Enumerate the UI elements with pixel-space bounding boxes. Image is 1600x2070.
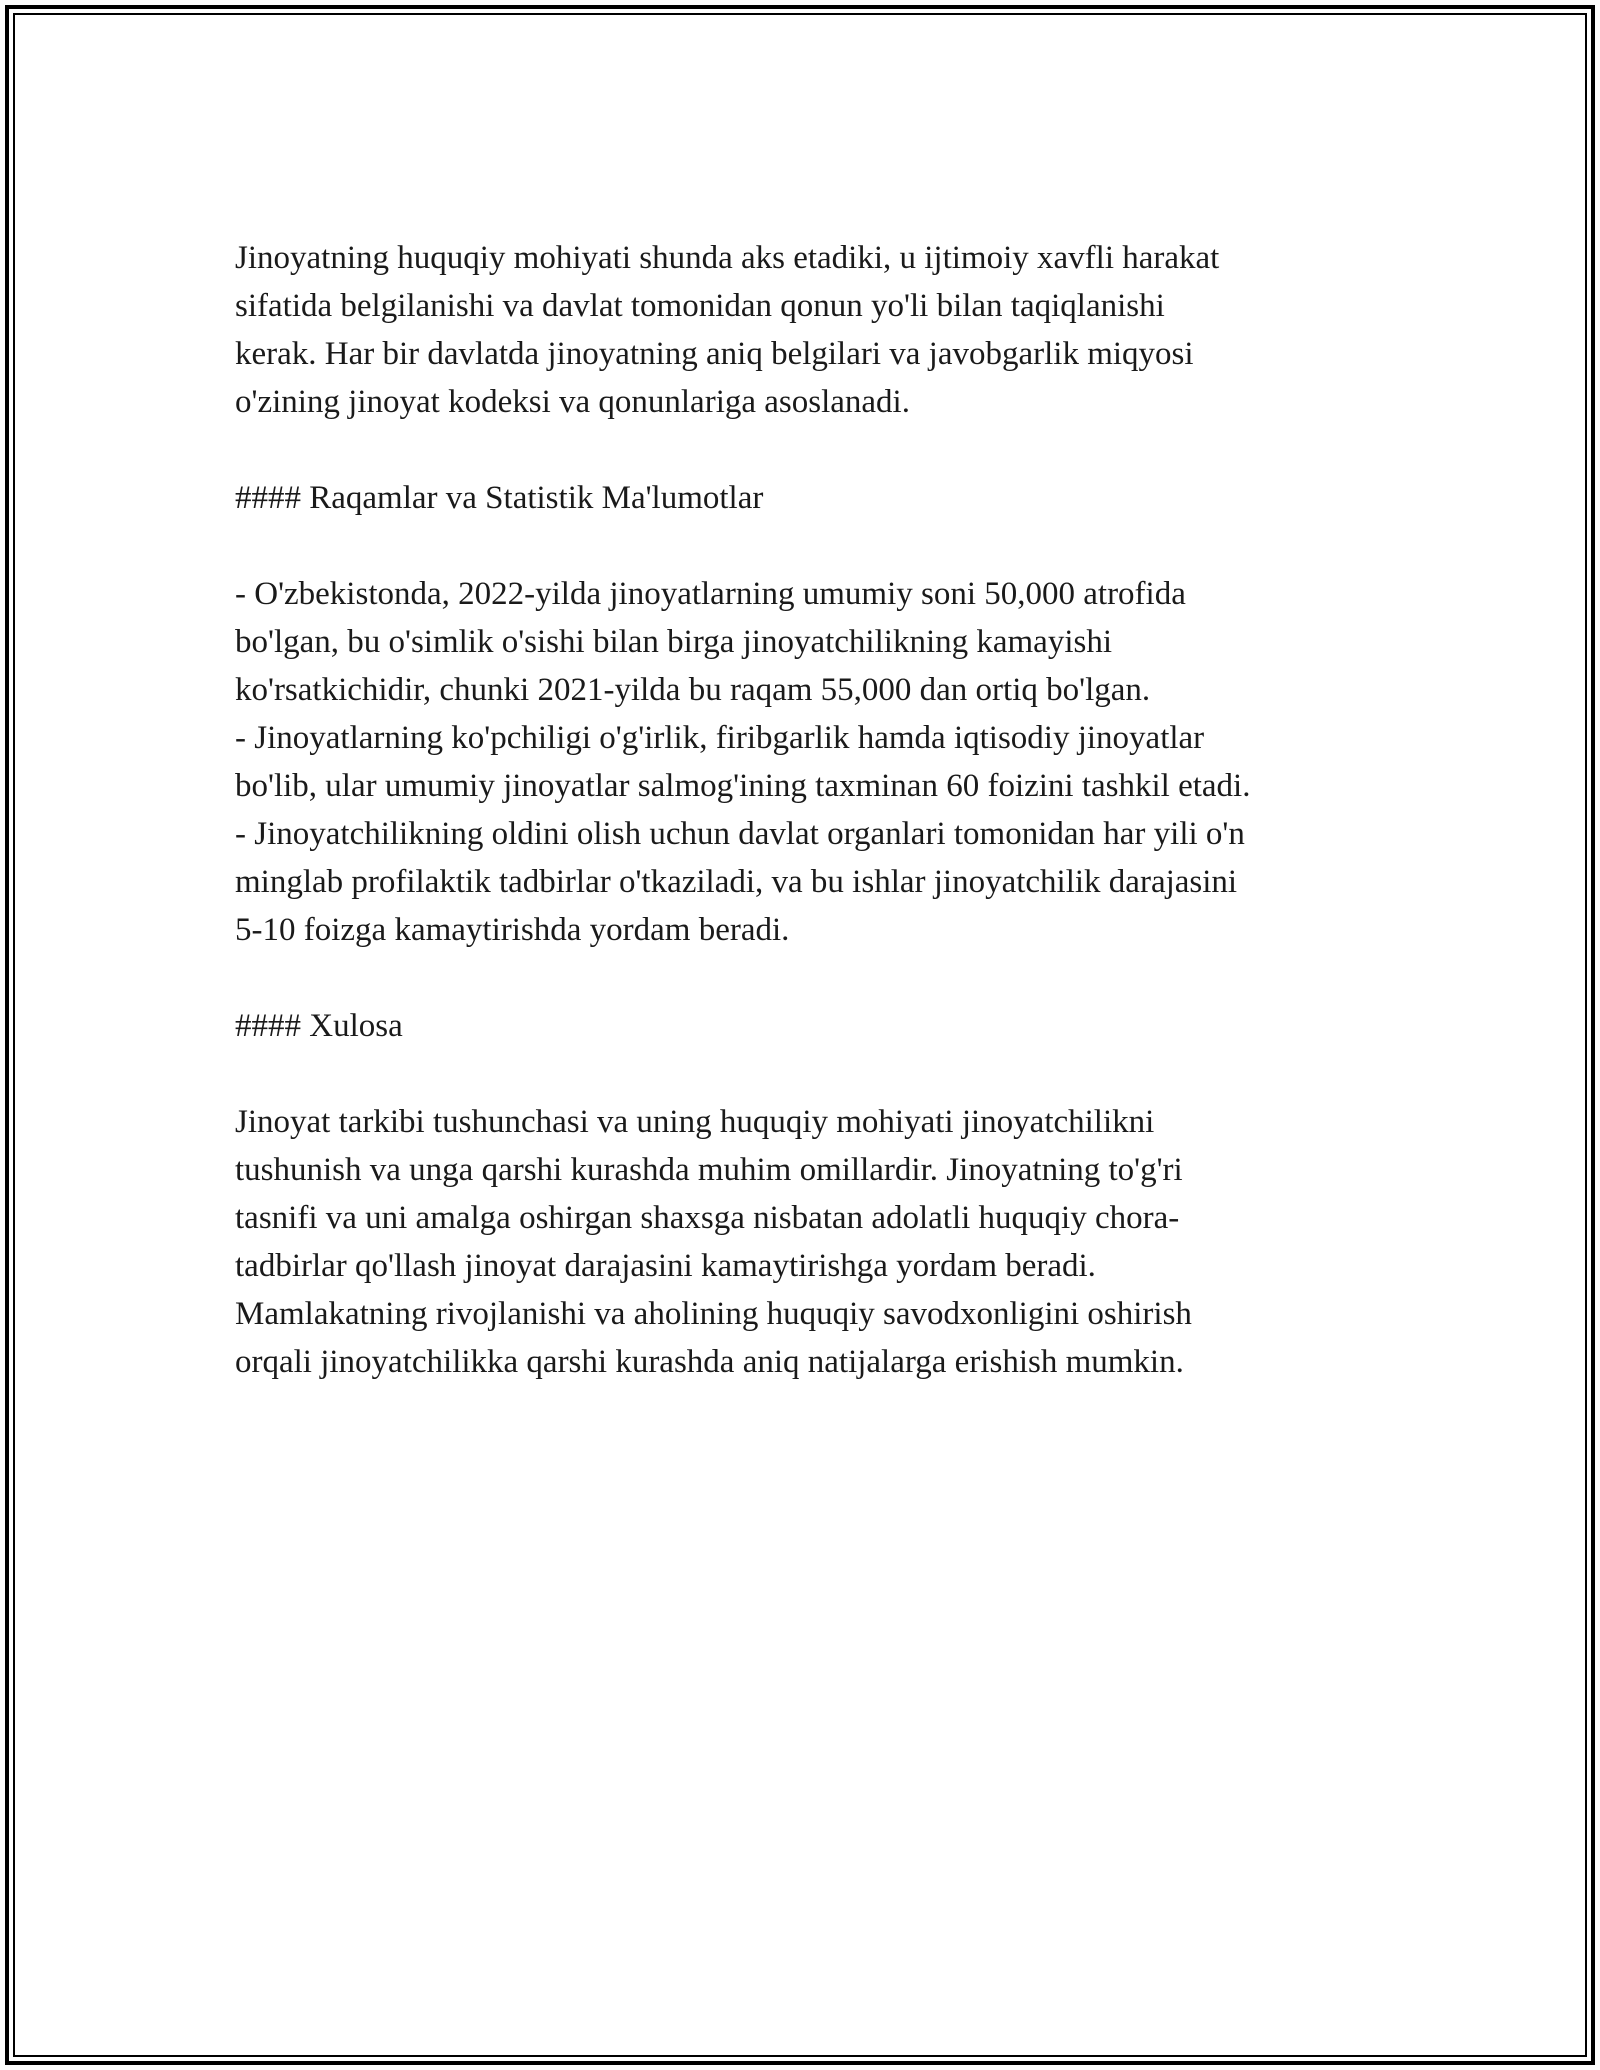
list-item: - Jinoyatchilikning oldini olish uchun davlat organlari tomonidan har yili o'n xyxy=(235,816,1245,852)
text-line: tasnifi va uni amalga oshirgan shaxsga nisbatan adolatli huquqiy chora- xyxy=(235,1200,1180,1236)
list-item: - O'zbekistonda, 2022-yilda jinoyatlarning umumiy soni 50,000 atrofida xyxy=(235,576,1186,612)
text-line: tadbirlar qo'llash jinoyat darajasini kamaytirishga yordam beradi. xyxy=(235,1248,1096,1284)
text-line: ko'rsatkichidir, chunki 2021-yilda bu raqam 55,000 dan ortiq bo'lgan. xyxy=(235,672,1151,708)
text-line: kerak. Har bir davlatda jinoyatning aniq belgilari va javobgarlik miqyosi xyxy=(235,336,1194,372)
text-line: bo'lgan, bu o'simlik o'sishi bilan birga jinoyatchilikning kamayishi xyxy=(235,624,1112,660)
text-line: bo'lib, ular umumiy jinoyatlar salmog'ining taxminan 60 foizini tashkil etadi. xyxy=(235,768,1251,804)
stats-heading: #### Raqamlar va Statistik Ma'lumotlar xyxy=(235,480,764,516)
intro-paragraph xyxy=(235,234,1395,426)
document-body xyxy=(235,234,1395,1386)
text-line: orqali jinoyatchilikka qarshi kurashda aniq natijalarga erishish mumkin. xyxy=(235,1344,1184,1380)
conclusion-paragraph xyxy=(235,1098,1395,1386)
text-line: sifatida belgilanishi va davlat tomonidan qonun yo'li bilan taqiqlanishi xyxy=(235,288,1165,324)
text-line: 5-10 foizga kamaytirishda yordam beradi. xyxy=(235,912,790,948)
text-line: minglab profilaktik tadbirlar o'tkaziladi, va bu ishlar jinoyatchilik darajasini xyxy=(235,864,1238,900)
text-line: o'zining jinoyat kodeksi va qonunlariga asoslanadi. xyxy=(235,384,910,420)
text-line: Mamlakatning rivojlanishi va aholining huquqiy savodxonligini oshirish xyxy=(235,1296,1192,1332)
conclusion-heading: #### Xulosa xyxy=(235,1008,403,1044)
text-line: Jinoyatning huquqiy mohiyati shunda aks etadiki, u ijtimoiy xavfli harakat xyxy=(235,240,1220,276)
stats-list xyxy=(235,570,1395,954)
text-line: tushunish va unga qarshi kurashda muhim omillardir. Jinoyatning to'g'ri xyxy=(235,1152,1183,1188)
text-line: Jinoyat tarkibi tushunchasi va uning huquqiy mohiyati jinoyatchilikni xyxy=(235,1104,1155,1140)
list-item: - Jinoyatlarning ko'pchiligi o'g'irlik, firibgarlik hamda iqtisodiy jinoyatlar xyxy=(235,720,1205,756)
